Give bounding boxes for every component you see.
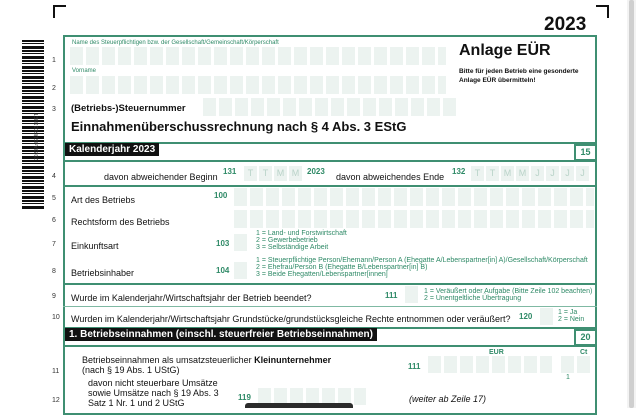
- nicht-steuerbar-note: (weiter ab Zeile 17): [409, 394, 487, 404]
- row-number-9: 9: [52, 293, 56, 300]
- einkunftsart-label: Einkunftsart: [71, 241, 119, 251]
- beginn-month-1[interactable]: M: [274, 166, 287, 181]
- corner-mark-top-left-v: [53, 5, 55, 18]
- beginn-month-2[interactable]: M: [289, 166, 302, 181]
- betriebsinhaber-label: Betriebsinhaber: [71, 268, 135, 278]
- corner-mark-top-right-v: [607, 5, 609, 18]
- ct-header: Ct: [580, 349, 588, 356]
- betriebsinhaber-code: 104: [216, 266, 230, 275]
- divider-row9: [63, 306, 597, 307]
- beginn-day-1[interactable]: T: [244, 166, 257, 181]
- kleinunternehmer-code: 111: [408, 362, 421, 371]
- row-number-7: 7: [52, 241, 56, 248]
- betriebsinhaber-field[interactable]: [234, 262, 247, 279]
- grundstuecke-opt1: 1 = Ja: [558, 309, 578, 316]
- kleinunternehmer-one: 1: [566, 374, 570, 381]
- eur-header: EUR: [489, 349, 504, 356]
- einkunftsart-code: 103: [216, 239, 230, 248]
- ende-day-2[interactable]: T: [486, 166, 499, 181]
- betriebsinhaber-opt1: 1 = Steuerpflichtige Person/Ehemann/Person A (Ehegatte A/Lebenspartner[in] A)/Gesellschaft/Körperschaft: [256, 257, 588, 264]
- beginn-day-2[interactable]: T: [259, 166, 272, 181]
- barcode: [22, 40, 44, 210]
- section-kalenderjahr-number: 15: [574, 144, 597, 161]
- beginn-year: 2023: [307, 167, 325, 176]
- grundstuecke-code: 120: [519, 312, 533, 321]
- row-number-1: 1: [52, 57, 56, 64]
- betrieb-beendet-label: Wurde im Kalenderjahr/Wirtschaftsjahr der Betrieb beendet?: [71, 293, 312, 303]
- row-number-11: 11: [52, 368, 60, 375]
- steuernummer-label: (Betriebs-)Steuernummer: [71, 103, 186, 114]
- overlay-bar: [245, 403, 353, 408]
- form-year: 2023: [544, 14, 587, 35]
- row-number-10: 10: [52, 314, 60, 321]
- barcode-text: 2023AnlEÜR031NET: [34, 112, 40, 160]
- betrieb-beendet-opt2: 2 = Unentgeltliche Übertragung: [424, 295, 522, 302]
- betrieb-beendet-field[interactable]: [405, 286, 418, 303]
- betriebsinhaber-opt2: 2 = Ehefrau/Person B (Ehegatte B/Lebenspartner[in] B): [256, 264, 428, 271]
- row-number-5: 5: [52, 195, 56, 202]
- ende-month-2[interactable]: M: [516, 166, 529, 181]
- divider-row4: [63, 185, 597, 187]
- anlage-title: Anlage EÜR: [459, 42, 551, 59]
- betrieb-beendet-code: 111: [385, 291, 398, 300]
- rechtsform-label: Rechtsform des Betriebs: [71, 217, 170, 227]
- divider-kj-bottom: [63, 160, 597, 162]
- row-number-2: 2: [52, 85, 56, 92]
- art-betrieb-label: Art des Betriebs: [71, 195, 136, 205]
- ende-year-3[interactable]: J: [561, 166, 574, 181]
- row-number-6: 6: [52, 217, 56, 224]
- steuernummer-field[interactable]: [203, 98, 459, 116]
- name-label: Name des Steuerpflichtigen bzw. der Gesellschaft/Gemeinschaft/Körperschaft: [72, 40, 279, 46]
- divider-row8: [63, 283, 597, 285]
- ende-month-1[interactable]: M: [501, 166, 514, 181]
- section-kalenderjahr: Kalenderjahr 2023: [65, 143, 159, 156]
- scrollbar-thumb[interactable]: [629, 0, 634, 408]
- kleinunternehmer-label-a: Betriebseinnahmen als umsatzsteuerlicher: [82, 355, 255, 365]
- ende-year-1[interactable]: J: [531, 166, 544, 181]
- ende-year-4[interactable]: J: [576, 166, 589, 181]
- vorname-field[interactable]: [70, 76, 446, 94]
- nicht-steuerbar-code: 119: [238, 393, 251, 402]
- anlage-note: Bitte für jeden Betrieb eine gesonderte Anlage EÜR übermitteln!: [459, 68, 579, 84]
- betrieb-beendet-opt1: 1 = Veräußert oder Aufgabe (Bitte Zeile 102 beachten): [424, 288, 593, 295]
- row-number-3: 3: [52, 106, 56, 113]
- grundstuecke-label: Wurden im Kalenderjahr/Wirtschaftsjahr Grundstücke/grundstücksgleiche Rechte entnommen oder veräußert?: [71, 314, 511, 324]
- beginn-code: 131: [223, 167, 237, 176]
- einkunftsart-opt3: 3 = Selbständige Arbeit: [256, 244, 329, 251]
- ende-label: davon abweichendes Ende: [336, 172, 445, 182]
- kleinunternehmer-eur-field[interactable]: [428, 356, 552, 373]
- vorname-label: Vorname: [72, 68, 97, 74]
- kleinunternehmer-label: [82, 355, 331, 365]
- kleinunternehmer-label-b: (nach § 19 Abs. 1 UStG): [82, 365, 180, 375]
- betriebsinhaber-opt3: 3 = Beide Ehegatten/Lebenspartner[innen]: [256, 271, 388, 278]
- ende-year-2[interactable]: J: [546, 166, 559, 181]
- beginn-label: davon abweichender Beginn: [104, 172, 218, 182]
- art-betrieb-field[interactable]: [234, 188, 594, 206]
- ende-code: 132: [452, 167, 466, 176]
- row-number-8: 8: [52, 268, 56, 275]
- nicht-steuerbar-label-b: sowie Umsätze nach § 19 Abs. 3: [88, 388, 219, 398]
- nicht-steuerbar-label-a: davon nicht steuerbare Umsätze: [88, 378, 218, 388]
- kleinunternehmer-ct-field[interactable]: [561, 356, 590, 373]
- name-field[interactable]: [70, 47, 446, 65]
- divider-section1-bottom: [63, 345, 597, 347]
- rechtsform-field[interactable]: [234, 210, 594, 228]
- nicht-steuerbar-label-c: Satz 1 Nr. 1 und 2 UStG: [88, 398, 185, 408]
- form-title: Einnahmenüberschussrechnung nach § 4 Abs. 3 EStG: [71, 119, 407, 134]
- row-number-4: 4: [52, 173, 56, 180]
- einkunftsart-opt2: 2 = Gewerbebetrieb: [256, 237, 318, 244]
- einkunftsart-field[interactable]: [234, 234, 247, 251]
- grundstuecke-opt2: 2 = Nein: [558, 316, 585, 323]
- art-betrieb-code: 100: [214, 191, 228, 200]
- ende-day-1[interactable]: T: [471, 166, 484, 181]
- section-betriebseinnahmen: 1. Betriebseinnahmen (einschl. steuerfreier Betriebseinnahmen): [65, 328, 377, 341]
- einkunftsart-opt1: 1 = Land- und Forstwirtschaft: [256, 230, 347, 237]
- row-number-12: 12: [52, 397, 60, 404]
- kleinunternehmer-label-bold: Kleinunternehmer: [254, 355, 332, 365]
- grundstuecke-field[interactable]: [540, 308, 553, 325]
- section-betriebseinnahmen-number: 20: [574, 329, 597, 346]
